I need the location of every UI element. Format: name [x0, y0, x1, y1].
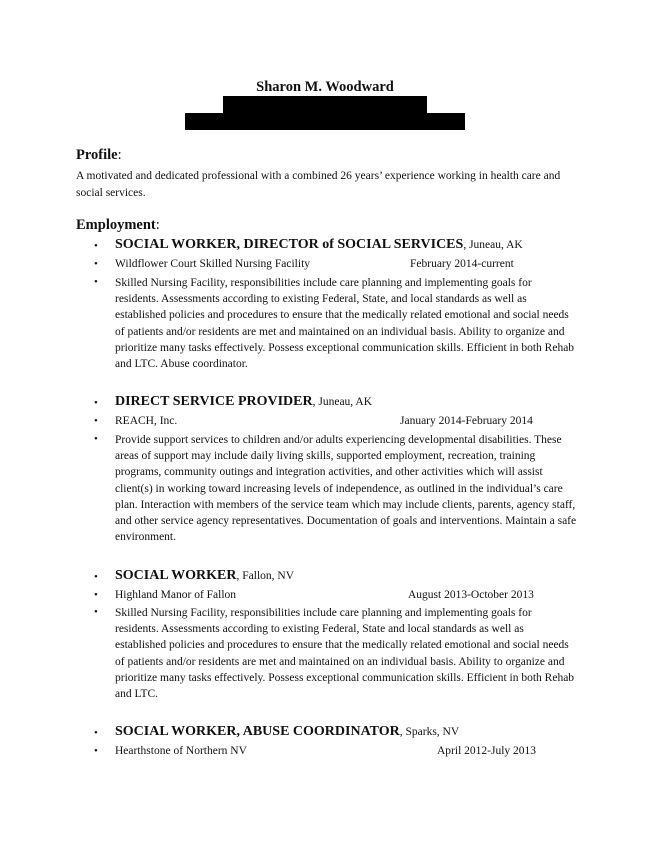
candidate-name: Sharon M. Woodward: [256, 79, 394, 95]
job-dates: August 2013-October 2013: [408, 589, 534, 601]
employment-heading: [76, 217, 160, 234]
redacted-contact-line-2: [185, 113, 465, 130]
job-title: SOCIAL WORKER, DIRECTOR of SOCIAL SERVICES: [115, 237, 464, 252]
job-title: SOCIAL WORKER: [115, 568, 237, 583]
job-location: , Fallon, NV: [236, 570, 294, 582]
profile-heading-label: Profile: [76, 147, 118, 163]
job-dates: January 2014-February 2014: [400, 415, 533, 427]
bullet-icon: •: [94, 415, 98, 427]
bullet-icon: •: [94, 727, 98, 739]
job-location: , Juneau, AK: [312, 396, 373, 408]
bullet-icon: •: [94, 433, 98, 445]
bullet-icon: •: [94, 240, 98, 252]
job-dates: April 2012-July 2013: [437, 745, 537, 757]
bullet-icon: •: [94, 589, 98, 601]
job-description: Skilled Nursing Facility, responsibilities include care planning and implementing goals for residents. Assessments according to existing Federal, State, and local standards as well as established policies and procedures to ensure that the medically related emotional and social needs of patients and/or residents are met and maintained on an individual basis. Ability to organize and prioritize many tasks effectively. Possess exceptional communication skills. Efficient in both Rehab and LTC. Abuse coordinator.: [115, 277, 575, 371]
job-employer: Wildflower Court Skilled Nursing Facility: [115, 258, 311, 270]
job-description: Provide support services to children and/or adults experiencing developmental disabilities. These areas of support may include daily living skills, supported employment, recreation, training programs, community outings and integration activities, and other activities which will assist client(s) in working toward increasing levels of independence, as outlined in the individual’s care plan. Interaction with members of the service team which may include clients, parents, agency staff, and other service agency representatives. Documentation of goals and interventions. Maintain a safe environment.: [115, 434, 577, 544]
profile-summary: A motivated and dedicated professional with a combined 26 years’ experience working in health care and social services.: [76, 170, 561, 199]
job-employer: Highland Manor of Fallon: [115, 589, 237, 601]
job-title-line: [115, 724, 459, 740]
bullet-icon: •: [94, 276, 98, 288]
job-location: , Juneau, AK: [463, 239, 523, 251]
job-location: , Sparks, NV: [399, 726, 460, 738]
bullet-icon: •: [94, 745, 98, 757]
profile-heading-colon: :: [117, 147, 122, 163]
bullet-icon: •: [94, 258, 98, 270]
employment-heading-colon: :: [155, 217, 160, 233]
profile-heading: [76, 147, 122, 164]
job-title: SOCIAL WORKER, ABUSE COORDINATOR: [115, 724, 400, 739]
bullet-icon: •: [94, 606, 98, 618]
job-employer: Hearthstone of Northern NV: [115, 745, 247, 757]
job-title-line: [115, 568, 294, 584]
redacted-contact-line-1: [223, 96, 427, 113]
bullet-icon: •: [94, 397, 98, 409]
employment-heading-label: Employment: [76, 217, 156, 233]
job-title-line: [115, 237, 523, 253]
job-dates: February 2014-current: [410, 258, 514, 270]
bullet-icon: •: [94, 571, 98, 583]
job-title-line: [115, 394, 372, 410]
job-description: Skilled Nursing Facility, responsibilities include care planning and implementing goals for residents. Assessments according to existing Federal, State and local standards as well as established policies and procedures to ensure that the medically related emotional and social needs of patients and/or residents are met and maintained on an individual basis. Ability to organize and prioritize many tasks effectively. Possess exceptional communication skills. Efficient in both Rehab and LTC.: [115, 607, 575, 701]
job-employer: REACH, Inc.: [115, 415, 178, 427]
job-title: DIRECT SERVICE PROVIDER: [115, 394, 313, 409]
